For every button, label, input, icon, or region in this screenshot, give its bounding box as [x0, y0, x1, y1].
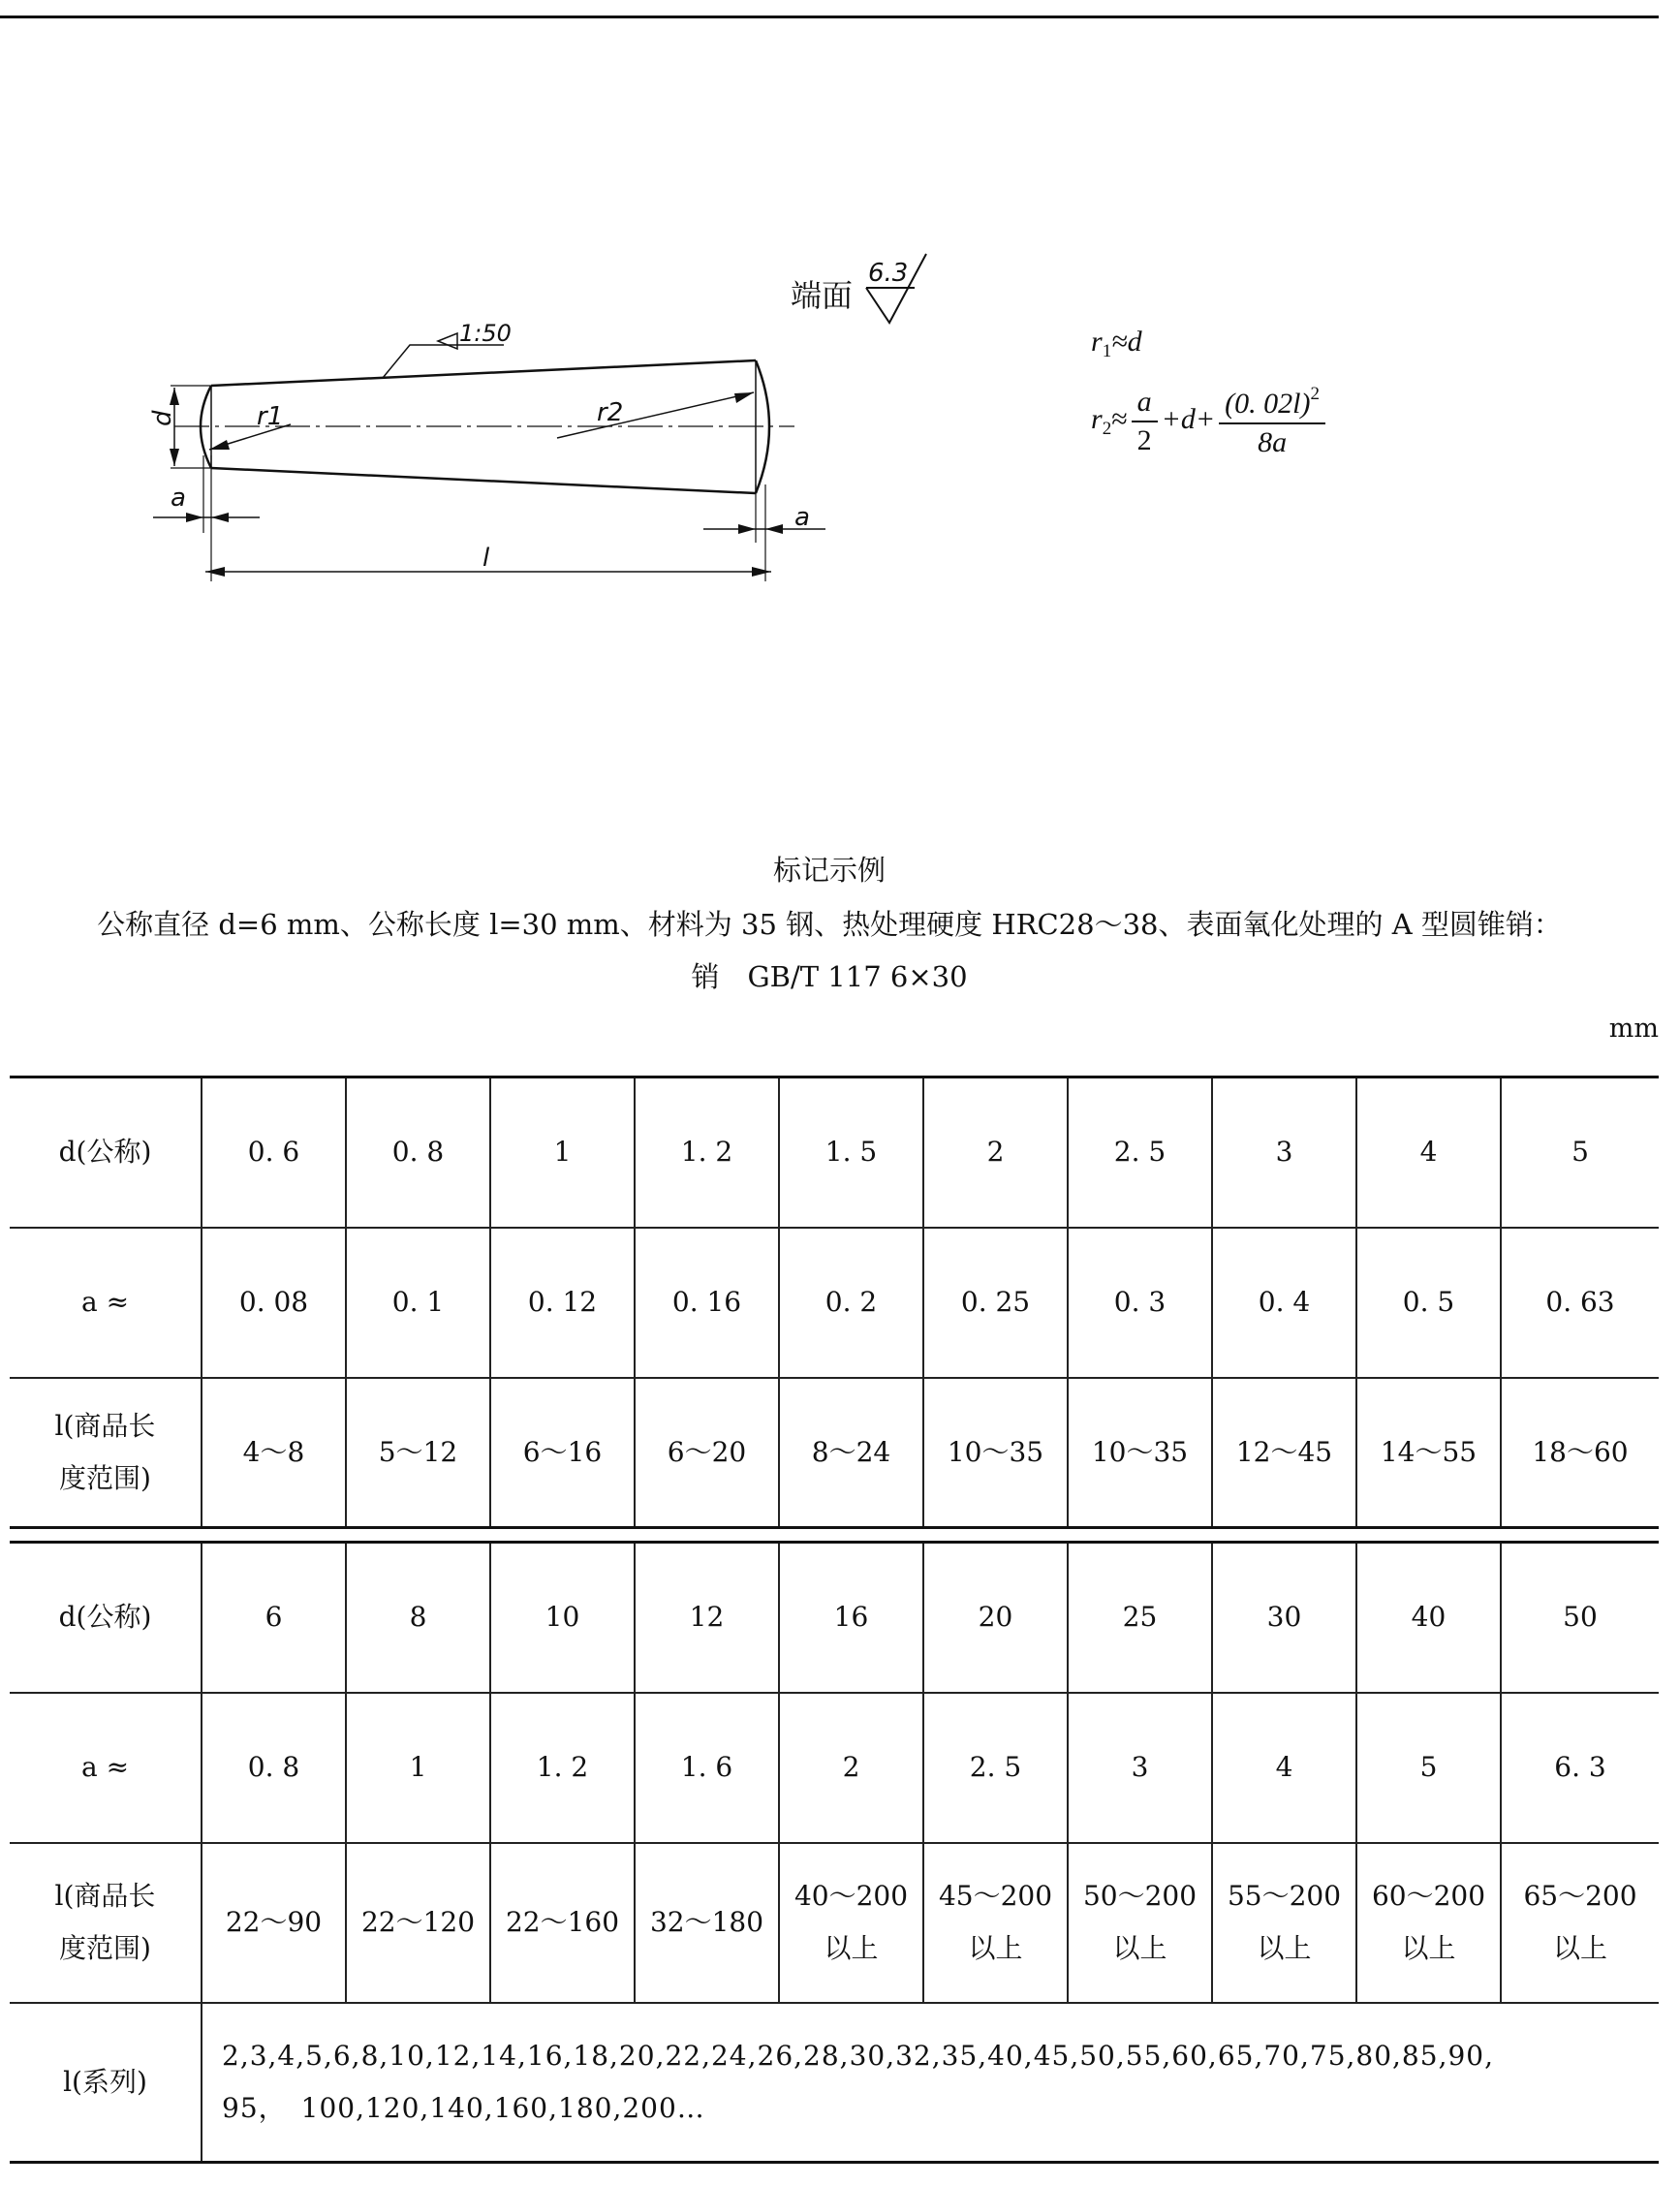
- table2-l-cell: 22～160: [490, 1843, 635, 2003]
- table1-d-cell: 2. 5: [1068, 1077, 1212, 1228]
- table2-d-cell: 25: [1068, 1543, 1212, 1693]
- table1-row-a: [10, 1228, 1659, 1378]
- dim-d-label: d: [148, 410, 177, 426]
- table2-a-cell: 1. 6: [635, 1693, 779, 1843]
- table2-d-cell: 12: [635, 1543, 779, 1693]
- table2-d-cell: 50: [1501, 1543, 1659, 1693]
- table2-a-cell: 6. 3: [1501, 1693, 1659, 1843]
- table2-d-cell: 8: [346, 1543, 490, 1693]
- table1-d-cell: 1: [490, 1077, 635, 1228]
- table1-a-cell: 0. 1: [346, 1228, 490, 1378]
- dim-a-left-label: a: [171, 484, 186, 513]
- table1-d-cell: 0. 8: [346, 1077, 490, 1228]
- table2-a-cell: 2: [779, 1693, 923, 1843]
- table1-d-cell: 2: [923, 1077, 1068, 1228]
- spec-table-large-sizes: [10, 1541, 1659, 2164]
- table1-a-cell: 0. 2: [779, 1228, 923, 1378]
- table1-l-cell: 5～12: [346, 1378, 490, 1528]
- table1-l-cell: 6～20: [635, 1378, 779, 1528]
- table2-a-cell: 3: [1068, 1693, 1212, 1843]
- formula-r2: $r_2\approx$ $\frac{a}{2}$ +d+ $\frac{(0. 02l)^2}{8a}$: [1091, 384, 1329, 459]
- example-title: 标记示例: [772, 854, 886, 887]
- taper-pin-drawing: [0, 0, 1680, 601]
- table2-l-label: l(商品长 度范围): [10, 1843, 202, 2003]
- table2-row-series: [10, 2003, 1659, 2163]
- table2-a-cell: 1. 2: [490, 1693, 635, 1843]
- dim-r2-label: r2: [597, 398, 624, 427]
- table1-a-cell: 0. 25: [923, 1228, 1068, 1378]
- table2-row-l: [10, 1843, 1659, 2003]
- table1-l-cell: 14～55: [1356, 1378, 1501, 1528]
- table1-a-cell: 0. 3: [1068, 1228, 1212, 1378]
- roughness-value: 6.3: [868, 259, 909, 288]
- table1-l-cell: 10～35: [923, 1378, 1068, 1528]
- table2-a-cell: 1: [346, 1693, 490, 1843]
- taper-symbol-icon: [438, 333, 457, 349]
- table1-l-label: l(商品长 度范围): [10, 1378, 202, 1528]
- formula-r1: $r_1\approx d$: [1091, 326, 1142, 361]
- table2-l-cell: 45～200 以上: [923, 1843, 1068, 2003]
- table1-l-cell: 10～35: [1068, 1378, 1212, 1528]
- dim-l-label: l: [482, 544, 490, 573]
- table1-a-label: a ≈: [10, 1228, 202, 1378]
- table2-a-cell: 4: [1212, 1693, 1356, 1843]
- table1-a-cell: 0. 63: [1501, 1228, 1659, 1378]
- table2-l-cell: 55～200 以上: [1212, 1843, 1356, 2003]
- table2-d-cell: 6: [202, 1543, 346, 1693]
- pin-bottom-edge: [211, 468, 756, 493]
- table2-a-cell: 0. 8: [202, 1693, 346, 1843]
- table1-d-cell: 0. 6: [202, 1077, 346, 1228]
- table1-d-cell: 4: [1356, 1077, 1501, 1228]
- table2-d-cell: 40: [1356, 1543, 1501, 1693]
- table1-row-l: [10, 1378, 1659, 1528]
- r2-leader: [557, 392, 754, 438]
- table2-l-cell: 60～200 以上: [1356, 1843, 1501, 2003]
- table1-a-cell: 0. 12: [490, 1228, 635, 1378]
- table2-row-d: [10, 1543, 1659, 1693]
- table1-a-cell: 0. 4: [1212, 1228, 1356, 1378]
- table2-a-cell: 2. 5: [923, 1693, 1068, 1843]
- table2-l-cell: 22～90: [202, 1843, 346, 2003]
- table2-d-label: d(公称): [10, 1543, 202, 1693]
- table2-l-cell: 50～200 以上: [1068, 1843, 1212, 2003]
- dim-a-right-label: a: [794, 503, 810, 532]
- table2-l-cell: 40～200 以上: [779, 1843, 923, 2003]
- table2-a-label: a ≈: [10, 1693, 202, 1843]
- table1-l-cell: 12～45: [1212, 1378, 1356, 1528]
- table1-d-cell: 3: [1212, 1077, 1356, 1228]
- table2-l-cell: 22～120: [346, 1843, 490, 2003]
- table1-row-d: [10, 1077, 1659, 1228]
- table1-a-cell: 0. 08: [202, 1228, 346, 1378]
- table2-d-cell: 10: [490, 1543, 635, 1693]
- example-description: 公称直径 d=6 mm、公称长度 l=30 mm、材料为 35 钢、热处理硬度 HRC28～38、表面氧化处理的 A 型圆锥销：: [97, 908, 1562, 941]
- table2-l-cell: 32～180: [635, 1843, 779, 2003]
- table2-series-values: 2,3,4,5,6,8,10,12,14,16,18,20,22,24,26,28,30,32,35,40,45,50,55,60,65,70,75,80,85,90, 95， 100,120,140,160,180,200…: [202, 2003, 1659, 2163]
- table1-l-cell: 4～8: [202, 1378, 346, 1528]
- table1-a-cell: 0. 16: [635, 1228, 779, 1378]
- pin-top-edge: [211, 360, 756, 386]
- table2-l-cell: 65～200 以上: [1501, 1843, 1659, 2003]
- table1-d-cell: 1. 2: [635, 1077, 779, 1228]
- table1-a-cell: 0. 5: [1356, 1228, 1501, 1378]
- table2-row-a: [10, 1693, 1659, 1843]
- dim-r1-label: r1: [257, 402, 284, 431]
- table1-d-cell: 5: [1501, 1077, 1659, 1228]
- table1-l-cell: 6～16: [490, 1378, 635, 1528]
- end-face-label: 端面: [791, 277, 854, 314]
- table2-d-cell: 20: [923, 1543, 1068, 1693]
- unit-label: mm: [1608, 1014, 1659, 1044]
- example-designation: 销 GB/T 117 6×30: [691, 960, 968, 993]
- table2-d-cell: 16: [779, 1543, 923, 1693]
- table1-l-cell: 8～24: [779, 1378, 923, 1528]
- taper-label: 1:50: [459, 320, 512, 347]
- table2-series-label: l(系列): [10, 2003, 202, 2163]
- table2-d-cell: 30: [1212, 1543, 1356, 1693]
- table1-l-cell: 18～60: [1501, 1378, 1659, 1528]
- table2-a-cell: 5: [1356, 1693, 1501, 1843]
- spec-table-small-sizes: [10, 1076, 1659, 1529]
- table1-d-cell: 1. 5: [779, 1077, 923, 1228]
- table1-d-label: d(公称): [10, 1077, 202, 1228]
